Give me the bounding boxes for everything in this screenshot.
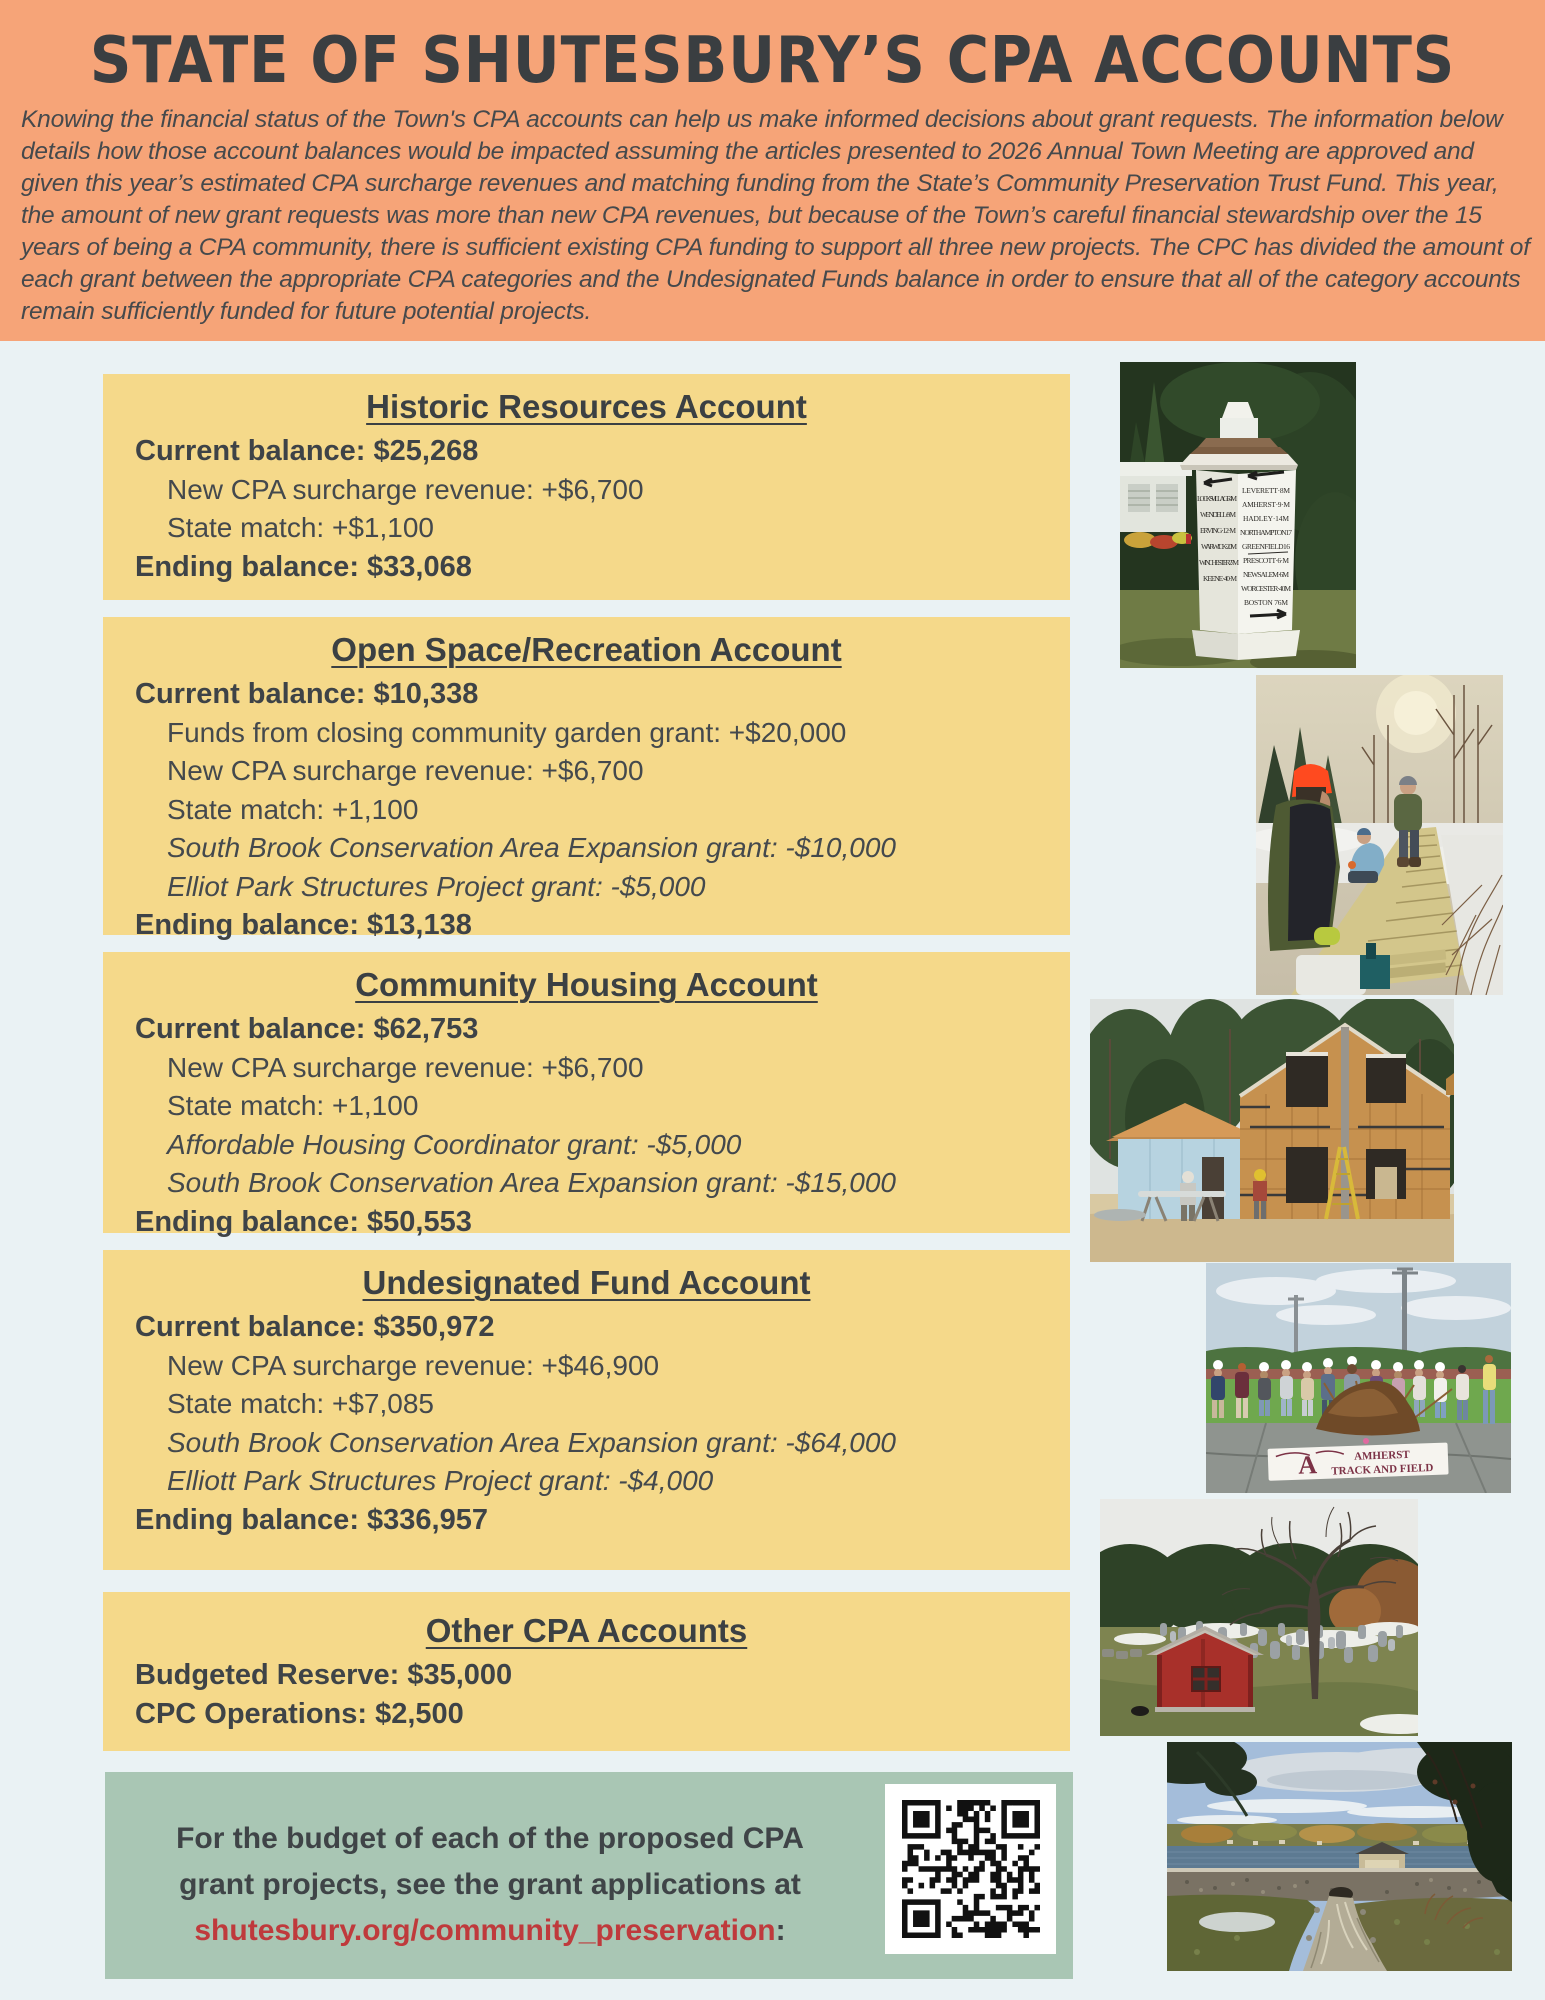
grant-line: Elliott Park Structures Project grant: -$4,000 <box>167 1465 714 1496</box>
detail-line: New CPA surcharge revenue: +$6,700 <box>167 1051 644 1083</box>
photo-historic-milestone <box>1120 362 1356 668</box>
detail-line: New CPA surcharge revenue: +$6,700 <box>167 473 644 505</box>
card-title: Historic Resources Account <box>366 388 807 425</box>
milestone-left-line: WARWICK·20M <box>1201 542 1237 551</box>
detail-line: Funds from closing community garden grant: +$20,000 <box>167 716 847 748</box>
qr-code <box>885 1784 1056 1954</box>
card-community-housing <box>103 952 1070 1238</box>
cemetery-illustration <box>1100 1499 1418 1736</box>
intro-paragraph: Knowing the financial status of the Town's CPA accounts can help us make informed decisions about grant requests. The information below details how those account balances would be impacted assuming the articles presented to 2026 Annual Town Meeting are approved and given this year’s estimated CPA surcharge revenues and matching funding from the State’s Community Preservation Trust Fund. This year, the amount of new grant requests was more than new CPA revenues, but because of the Town’s careful financial stewardship over the 15 years of being a CPA community, there is sufficient existing CPA funding to support all three new projects. The CPC has divided the amount of each grant between the appropriate CPA categories and the Undesignated Funds balance in order to ensure that all of the category accounts remain sufficiently funded for future potential projects. <box>21 106 1530 325</box>
milestone-left-line: WENDELL·8·M <box>1200 510 1236 519</box>
balance-line: Current balance: $10,338 <box>135 678 479 710</box>
footer-text <box>135 1816 845 1954</box>
milestone-left-line: KEENE·40·M <box>1203 574 1237 583</box>
milestone-left-line: ERVING·12·M <box>1200 526 1236 535</box>
header-banner <box>0 0 1545 341</box>
card-title: Open Space/Recreation Account <box>331 631 842 668</box>
detail-line: New CPA surcharge revenue: +$6,700 <box>167 755 644 786</box>
photo-house-construction <box>1090 999 1454 1262</box>
milestone-right-line: NORTHAMPTON17 <box>1240 528 1292 537</box>
balance-line: Budgeted Reserve: $35,000 <box>135 1659 513 1691</box>
detail-line: State match: +$1,100 <box>167 512 434 543</box>
page-title: STATE OF SHUTESBURY’S CPA ACCOUNTS <box>89 24 1456 98</box>
milestone-right-line: BOSTON 76M <box>1244 598 1288 607</box>
card-title: Undesignated Fund Account <box>362 1264 811 1301</box>
card-open-space-recreation <box>103 617 1070 941</box>
photo-boardwalk-build <box>1256 675 1503 995</box>
milestone-right-line: GREENFIELD16 <box>1242 542 1290 551</box>
balance-line: CPC Operations: $2,500 <box>135 1697 464 1730</box>
milestone-illustration <box>1120 362 1356 668</box>
milestone-left-line: LOCKS VILLAGE4M <box>1197 494 1237 503</box>
boardwalk-illustration <box>1256 675 1503 995</box>
detail-line: State match: +1,100 <box>167 1090 419 1121</box>
balance-line: Ending balance: $50,553 <box>135 1205 472 1238</box>
banner-line1: AMHERST <box>1353 1448 1410 1463</box>
balance-line: Ending balance: $336,957 <box>135 1503 488 1536</box>
milestone-left-line: WINCHESTER27M <box>1199 558 1239 567</box>
photo-lake-dam <box>1167 1742 1512 1971</box>
cpa-link[interactable]: shutesbury.org/community_preservation <box>194 1914 776 1947</box>
groundbreaking-illustration <box>1206 1263 1511 1493</box>
milestone-right-line: PRESCOTT·6·M <box>1243 556 1289 565</box>
photo-cemetery-shed <box>1100 1499 1418 1736</box>
footer-banner <box>105 1772 1073 1979</box>
grant-line: Elliot Park Structures Project grant: -$5,000 <box>167 870 706 902</box>
footer-line1: For the budget of each of the proposed CPA <box>176 1822 804 1855</box>
milestone-right-line: HADLEY·14M <box>1243 514 1289 523</box>
detail-line: State match: +1,100 <box>167 793 419 825</box>
milestone-right-line: WORCESTER·40M <box>1241 584 1291 593</box>
qr-code-pattern <box>902 1800 1040 1938</box>
milestone-right-line: LEVERETT·8M <box>1242 486 1290 495</box>
footer-colon: : <box>775 1914 786 1947</box>
detail-line: New CPA surcharge revenue: +$46,900 <box>167 1349 660 1381</box>
milestone-right-line: NEWSALEM·6M <box>1243 570 1289 579</box>
footer-line2: grant projects, see the grant applications at <box>179 1868 801 1901</box>
balance-line: Current balance: $350,972 <box>135 1311 495 1343</box>
detail-line: State match: +$7,085 <box>167 1388 434 1419</box>
balance-line: Ending balance: $13,138 <box>135 909 472 941</box>
balance-line: Current balance: $25,268 <box>135 435 479 467</box>
balance-line: Current balance: $62,753 <box>135 1013 479 1045</box>
grant-line: Affordable Housing Coordinator grant: -$5,000 <box>167 1128 742 1160</box>
banner-letter: A <box>1297 1450 1318 1480</box>
card-other-cpa-accounts <box>103 1592 1070 1751</box>
lake-illustration <box>1167 1742 1512 1971</box>
balance-line: Ending balance: $33,068 <box>135 550 472 583</box>
card-undesignated-fund <box>103 1250 1070 1570</box>
card-historic-resources <box>103 374 1070 600</box>
grant-line: South Brook Conservation Area Expansion grant: -$10,000 <box>167 832 896 863</box>
card-title: Community Housing Account <box>355 966 818 1003</box>
card-title: Other CPA Accounts <box>425 1612 748 1649</box>
grant-line: South Brook Conservation Area Expansion grant: -$64,000 <box>167 1426 896 1458</box>
house-construction-illustration <box>1090 999 1454 1262</box>
grant-line: South Brook Conservation Area Expansion grant: -$15,000 <box>167 1167 896 1198</box>
photo-groundbreaking-group <box>1206 1263 1511 1493</box>
banner-line2: TRACK AND FIELD <box>1331 1462 1434 1478</box>
milestone-right-line: AMHERST·9·M <box>1242 500 1290 509</box>
